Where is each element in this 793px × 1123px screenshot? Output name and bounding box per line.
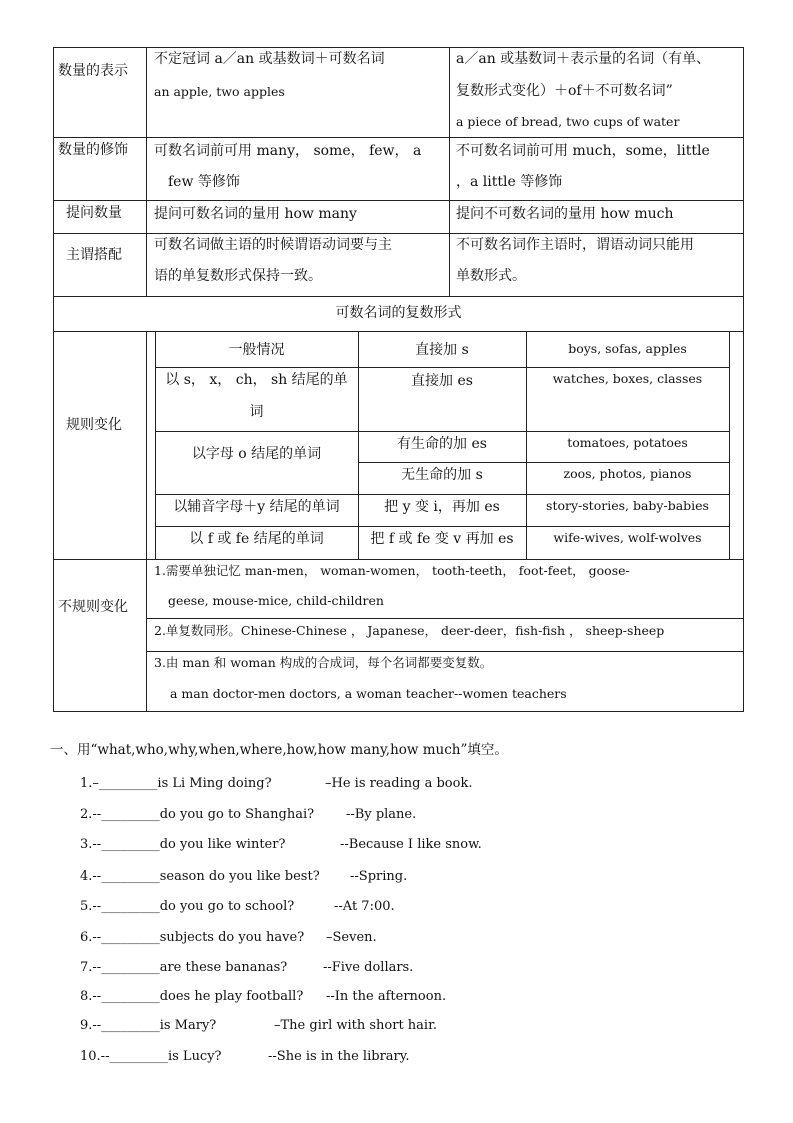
countable-modifier-2: few 等修饰: [168, 174, 240, 190]
exercise-item: [80, 1050, 222, 1063]
exercise-item: [80, 838, 285, 851]
irregular-item-3-example: a man doctor-men doctors, a woman teacher--women teachers: [170, 686, 567, 701]
question-text: does he play football?: [159, 989, 304, 1004]
answer-blank[interactable]: _________: [101, 807, 160, 822]
answer-text: --Spring.: [350, 869, 408, 884]
row-label-quantity: 数量的表示: [58, 63, 128, 79]
item-number: 2.--: [80, 807, 102, 822]
table-border: [146, 651, 744, 652]
question-text: season do you like best?: [159, 869, 320, 884]
exercise-item: [80, 870, 320, 883]
exercise-item: [80, 777, 272, 790]
regular-case: 以辅音字母＋y 结尾的单词: [173, 499, 340, 515]
item-number: 3.--: [80, 837, 102, 852]
answer-text: --Five dollars.: [323, 960, 414, 975]
regular-examples: story-stories, baby-babies: [546, 498, 709, 513]
countable-quantity-rule: 不定冠词 a／an 或基数词＋可数名词: [154, 51, 385, 67]
regular-rule: 直接加 es: [411, 373, 473, 389]
row-label-irregular: 不规则变化: [58, 599, 128, 615]
irregular-item-1-cont: geese, mouse-mice, child-children: [168, 593, 384, 608]
item-number: 6.--: [80, 930, 102, 945]
countable-question: 提问可数名词的量用 how many: [154, 206, 357, 222]
question-text: subjects do you have?: [159, 930, 305, 945]
table-border: [146, 331, 147, 712]
countable-agreement: 可数名词做主语的时候谓语动词要与主: [154, 237, 392, 253]
answer-blank[interactable]: _________: [101, 930, 160, 945]
uncountable-agreement-2: 单数形式。: [456, 268, 526, 284]
table-border: [155, 431, 730, 432]
regular-examples: tomatoes, potatoes: [567, 435, 688, 450]
item-number: 5.--: [80, 899, 102, 914]
question-text: is Lucy?: [167, 1049, 222, 1064]
uncountable-agreement: 不可数名词作主语时，谓语动词只能用: [456, 237, 694, 253]
row-label-modifier: 数量的修饰: [58, 142, 128, 158]
exercise-item: [80, 990, 303, 1003]
table-border: [449, 47, 450, 297]
answer-text: –He is reading a book.: [325, 776, 473, 791]
answer-blank[interactable]: _________: [101, 960, 160, 975]
regular-case-2: 词: [249, 404, 264, 420]
table-border: [155, 494, 730, 495]
regular-examples: zoos, photos, pianos: [563, 466, 692, 481]
irregular-item-1: 1.需要单独记忆 man-men， woman-women， tooth-teeth， foot-feet， goose-: [154, 563, 630, 578]
answer-text: –The girl with short hair.: [274, 1018, 438, 1033]
exercise-item: [80, 931, 304, 944]
table-border: [53, 559, 744, 560]
question-text: is Mary?: [159, 1018, 217, 1033]
answer-text: --Because I like snow.: [340, 837, 482, 852]
answer-blank[interactable]: _________: [101, 869, 160, 884]
exercise-item: [80, 1019, 216, 1032]
table-border: [146, 47, 147, 297]
answer-blank[interactable]: _________: [101, 837, 160, 852]
uncountable-quantity-rule-2: 复数形式变化）＋of＋不可数名词”: [456, 83, 673, 99]
exercise-title: 一、用“what,who,why,when,where,how,how many,how much”填空。: [50, 742, 508, 758]
uncountable-question: 提问不可数名词的量用 how much: [456, 206, 674, 222]
table-border: [155, 526, 730, 527]
regular-case: 以字母 o 结尾的单词: [191, 446, 322, 462]
exercise-item: [80, 808, 314, 821]
exercise-item: [80, 900, 294, 913]
table-border: [743, 47, 744, 712]
answer-text: --In the afternoon.: [326, 989, 447, 1004]
regular-rule: 有生命的加 es: [397, 436, 487, 452]
irregular-item-3: 3.由 man 和 woman 构成的合成词，每个名词都要变复数。: [154, 655, 493, 670]
regular-rule: 把 f 或 fe 变 v 再加 es: [370, 531, 514, 547]
table-border: [53, 200, 744, 201]
question-text: do you like winter?: [159, 837, 286, 852]
row-label-question: 提问数量: [66, 205, 122, 221]
table-border: [155, 367, 730, 368]
regular-case: 以 s， x， ch， sh 结尾的单: [165, 372, 348, 388]
uncountable-modifier: 不可数名词前可用 much，some，little: [456, 143, 710, 159]
irregular-item-2: 2.单复数同形。Chinese-Chinese ， Japanese， deer-deer，fish-fish ， sheep-sheep: [154, 623, 665, 638]
table-border: [53, 47, 54, 712]
regular-rule: 无生命的加 s: [401, 467, 483, 483]
row-label-regular: 规则变化: [66, 417, 122, 433]
table-border: [53, 233, 744, 234]
item-number: 10.--: [80, 1049, 110, 1064]
question-text: is Li Ming doing?: [157, 776, 272, 791]
table-border: [53, 47, 744, 48]
answer-blank[interactable]: _________: [98, 776, 158, 791]
regular-examples: wife-wives, wolf-wolves: [553, 530, 702, 545]
item-number: 1.–: [80, 776, 99, 791]
countable-quantity-example: an apple, two apples: [154, 84, 285, 99]
item-number: 7.--: [80, 960, 102, 975]
table-border: [53, 711, 744, 712]
regular-case: 一般情况: [228, 342, 285, 358]
table-border: [53, 137, 744, 138]
countable-modifier: 可数名词前可用 many， some， few， a: [154, 143, 422, 159]
question-text: do you go to school?: [159, 899, 295, 914]
item-number: 8.--: [80, 989, 102, 1004]
answer-text: --She is in the library.: [268, 1049, 410, 1064]
answer-blank[interactable]: _________: [109, 1049, 168, 1064]
exercise-item: [80, 961, 287, 974]
answer-text: –Seven.: [326, 930, 377, 945]
regular-examples: watches, boxes, classes: [552, 371, 703, 386]
item-number: 4.--: [80, 869, 102, 884]
uncountable-modifier-2: ，a little 等修饰: [456, 174, 563, 190]
plural-forms-header: 可数名词的复数形式: [335, 305, 462, 321]
uncountable-quantity-example: a piece of bread, two cups of water: [456, 114, 680, 129]
row-label-agreement: 主谓搭配: [66, 247, 122, 263]
question-text: do you go to Shanghai?: [159, 807, 315, 822]
countable-agreement-2: 语的单复数形式保持一致。: [154, 268, 322, 284]
answer-blank[interactable]: _________: [101, 989, 160, 1004]
table-border: [729, 331, 730, 559]
table-border: [155, 331, 156, 559]
table-border: [53, 296, 744, 297]
question-text: are these bananas?: [159, 960, 288, 975]
table-border: [358, 462, 730, 463]
regular-case: 以 f 或 fe 结尾的单词: [189, 531, 324, 547]
answer-blank[interactable]: _________: [101, 1018, 160, 1033]
regular-rule: 把 y 变 i，再加 es: [384, 499, 500, 515]
answer-text: --At 7:00.: [334, 899, 395, 914]
uncountable-quantity-rule: a／an 或基数词＋表示量的名词（有单、: [456, 51, 711, 67]
item-number: 9.--: [80, 1018, 102, 1033]
regular-rule: 直接加 s: [415, 342, 469, 358]
answer-blank[interactable]: _________: [101, 899, 160, 914]
answer-text: --By plane.: [346, 807, 417, 822]
table-border: [146, 618, 744, 619]
table-border: [53, 331, 744, 332]
regular-examples: boys, sofas, apples: [568, 341, 687, 356]
